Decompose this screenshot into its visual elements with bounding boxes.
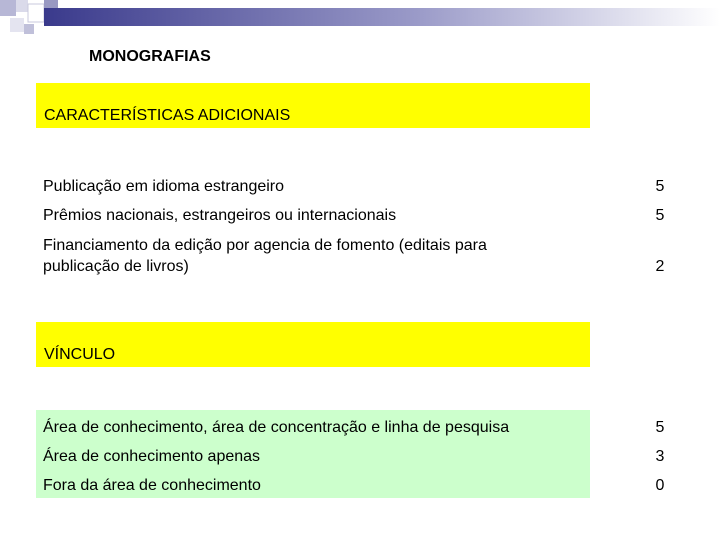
section-header-vinculo bbox=[36, 322, 590, 367]
slide-decoration bbox=[0, 0, 720, 50]
list-item-value: 5 bbox=[655, 178, 665, 195]
list-item-value: 0 bbox=[655, 477, 665, 494]
list-item: Prêmios nacionais, estrangeiros ou internacionais bbox=[43, 207, 397, 224]
list-item: Publicação em idioma estrangeiro bbox=[43, 178, 285, 195]
section-header-label: VÍNCULO bbox=[44, 346, 116, 363]
list-item: Fora da área de conhecimento bbox=[43, 477, 261, 494]
list-item-value: 2 bbox=[655, 258, 665, 275]
page-title: MONOGRAFIAS bbox=[89, 48, 211, 65]
section-header-label: CARACTERÍSTICAS ADICIONAIS bbox=[44, 107, 291, 124]
list-item: Área de conhecimento, área de concentração e linha de pesquisa bbox=[43, 419, 510, 436]
list-item: Financiamento da edição por agencia de fomento (editais para publicação de livros) bbox=[43, 237, 487, 275]
list-item: Área de conhecimento apenas bbox=[43, 448, 261, 465]
list-item-value: 5 bbox=[655, 207, 665, 224]
list-item-value: 3 bbox=[655, 448, 665, 465]
section-header-caracteristicas bbox=[36, 83, 590, 128]
list-item-value: 5 bbox=[655, 419, 665, 436]
